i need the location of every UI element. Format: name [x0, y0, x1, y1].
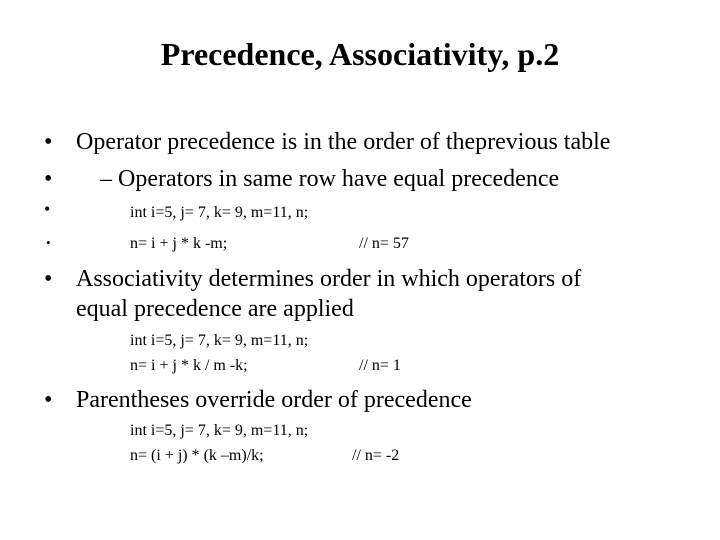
associativity-point-line2: equal precedence are applied: [76, 296, 354, 322]
associativity-code-decl: int i=5, j= 7, k= 9, m=11, n;: [130, 332, 309, 349]
precedence-code-comment: // n= 57: [359, 235, 409, 252]
parentheses-point: Parentheses override order of precedence: [76, 387, 472, 413]
bullet: •: [44, 387, 53, 413]
parentheses-code-comment: // n= -2: [352, 447, 400, 464]
associativity-code-expr: n= i + j * k / m -k;: [130, 357, 248, 374]
slide-title: Precedence, Associativity, p.2: [160, 36, 560, 72]
parentheses-code-decl: int i=5, j= 7, k= 9, m=11, n;: [130, 422, 309, 439]
precedence-code-expr: n= i + j * k -m;: [130, 235, 228, 252]
precedence-code-decl: int i=5, j= 7, k= 9, m=11, n;: [130, 204, 309, 221]
bullet: •: [46, 235, 51, 250]
precedence-sub-point: – Operators in same row have equal precedence: [100, 166, 560, 192]
associativity-code-comment: // n= 1: [359, 357, 401, 374]
associativity-point-line1: Associativity determines order in which operators of: [76, 266, 582, 292]
bullet: •: [44, 199, 51, 219]
bullet: •: [44, 266, 53, 292]
bullet: •: [44, 166, 53, 192]
bullet: •: [44, 129, 53, 155]
parentheses-code-expr: n= (i + j) * (k –m)/k;: [130, 447, 264, 464]
precedence-point: Operator precedence is in the order of theprevious table: [76, 129, 611, 155]
